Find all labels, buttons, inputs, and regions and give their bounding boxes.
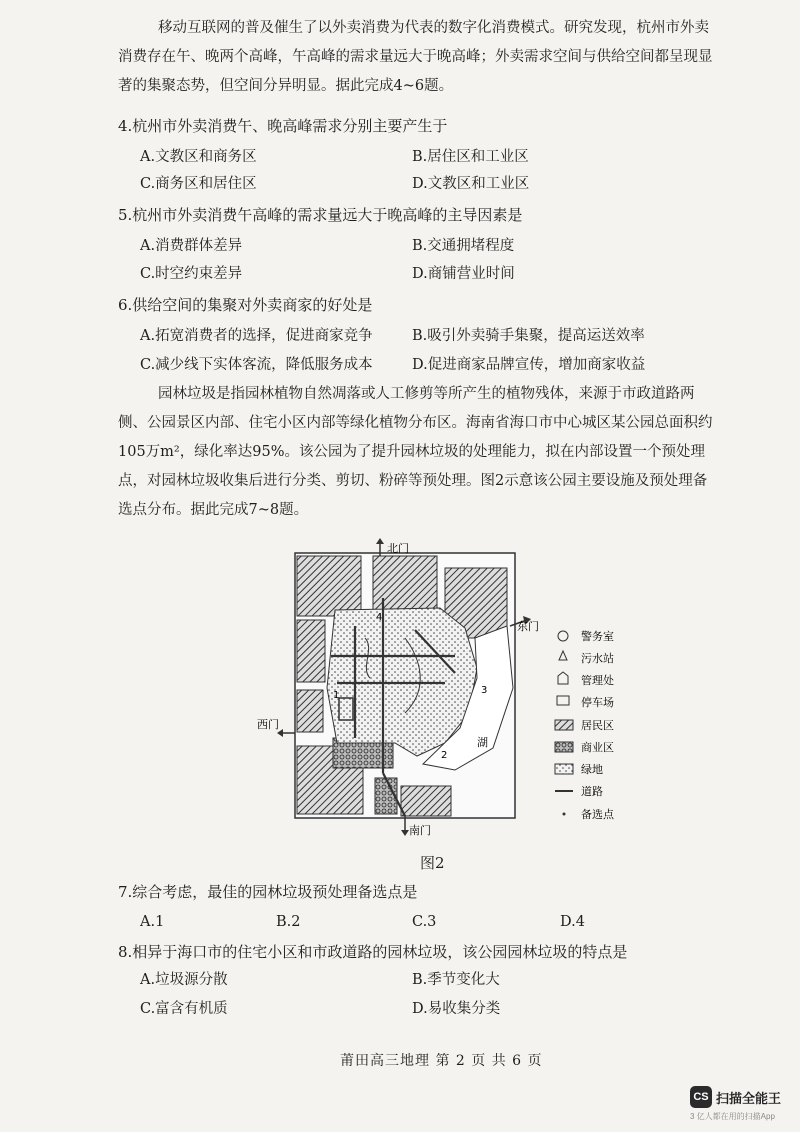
q5-option-a: A.消费群体差异 — [140, 238, 243, 254]
legend-label: 绿地 — [581, 763, 603, 776]
lake-label: 湖 — [477, 736, 488, 749]
passage-intro-2: 园林垃圾是指园林植物自然凋落或人工修剪等所产生的植物残体，来源于市政道路两侧、公园景区内部、住宅小区内部等绿化植物分布区。海南省海口市中心城区某公园总面积约105万m²，绿化率达95%。该公园为了提升园林垃圾的处理能力，拟在内部设置一个预处理点，对园林垃圾收集后进行分类、剪切、粉碎等预处理。图2示意该公园主要设施及预处理备选点分布。据此完成7~8题。 — [118, 386, 713, 518]
q7-option-d: D.4 — [560, 914, 585, 930]
q4-option-c: C.商务区和居住区 — [140, 176, 257, 192]
question-7: 7.综合考虑，最佳的园林垃圾预处理备选点是 — [118, 883, 418, 901]
question-8: 8.相异于海口市的住宅小区和市政道路的园林垃圾，该公园园林垃圾的特点是 — [118, 943, 628, 961]
q8-option-b: B.季节变化大 — [412, 972, 500, 988]
candidate-point-4: 4 — [376, 612, 383, 623]
passage-intro-1: 移动互联网的普及催生了以外卖消费为代表的数字化消费模式。研究发现，杭州市外卖消费存在午、晚两个高峰，午高峰的需求量远大于晚高峰；外卖需求空间与供给空间都呈现显著的集聚态势，但空间分异明显。据此完成4~6题。 — [118, 20, 713, 94]
legend-label: 居民区 — [581, 719, 614, 732]
legend-label: 管理处 — [581, 674, 614, 687]
scanner-watermark — [690, 1086, 795, 1122]
park-map — [255, 538, 655, 838]
q5-option-d: D.商铺营业时间 — [412, 266, 515, 282]
parking-icon — [557, 696, 569, 705]
candidate-swatch — [563, 813, 566, 816]
q7-option-b: B.2 — [276, 914, 301, 930]
q6-option-d: D.促进商家品牌宣传，增加商家收益 — [412, 357, 646, 373]
commercial-swatch — [555, 742, 573, 752]
residential-block — [401, 786, 451, 816]
q6-option-a: A.拓宽消费者的选择，促进商家竞争 — [140, 328, 373, 344]
scanner-logo: CS — [690, 1086, 712, 1108]
q7-option-c: C.3 — [412, 914, 437, 930]
sewage-icon — [559, 651, 567, 660]
q4-option-b: B.居住区和工业区 — [412, 149, 529, 165]
legend-label: 备选点 — [581, 808, 614, 821]
south-gate-label: 南门 — [409, 824, 431, 837]
management-icon — [558, 672, 568, 684]
legend-label: 停车场 — [581, 696, 614, 709]
residential-swatch — [555, 720, 573, 730]
q8-option-a: A.垃圾源分散 — [140, 972, 228, 988]
q7-option-a: A.1 — [140, 914, 165, 930]
page-footer: 莆田高三地理 第 2 页 共 6 页 — [340, 1053, 543, 1069]
west-gate-label: 西门 — [257, 718, 279, 731]
east-gate-label: 东门 — [517, 620, 539, 633]
candidate-point-2: 2 — [441, 750, 448, 761]
q5-option-c: C.时空约束差异 — [140, 266, 243, 282]
q6-option-b: B.吸引外卖骑手集聚，提高运送效率 — [412, 328, 645, 344]
legend-label: 商业区 — [581, 741, 614, 754]
candidate-point-1: 1 — [333, 690, 340, 701]
q5-option-b: B.交通拥堵程度 — [412, 238, 515, 254]
q8-option-d: D.易收集分类 — [412, 1001, 501, 1017]
legend-label: 警务室 — [581, 630, 614, 643]
q8-option-c: C.富含有机质 — [140, 1001, 228, 1017]
residential-block — [297, 620, 325, 682]
q6-option-c: C.减少线下实体客流，降低服务成本 — [140, 357, 373, 373]
police-icon — [558, 631, 568, 641]
residential-block — [297, 690, 323, 732]
question-4: 4.杭州市外卖消费午、晚高峰需求分别主要产生于 — [118, 117, 448, 135]
north-gate-label: 北门 — [387, 542, 409, 555]
legend-label: 道路 — [581, 785, 603, 798]
map-legend — [555, 629, 615, 821]
green-swatch — [555, 764, 573, 774]
q4-option-a: A.文教区和商务区 — [140, 149, 257, 165]
legend-label: 污水站 — [581, 652, 614, 665]
residential-block — [297, 556, 361, 616]
figure-caption: 图2 — [420, 854, 445, 872]
question-6: 6.供给空间的集聚对外卖商家的好处是 — [118, 296, 373, 314]
candidate-point-3: 3 — [481, 685, 488, 696]
park-map-figure — [255, 538, 655, 838]
question-5: 5.杭州市外卖消费午高峰的需求量远大于晚高峰的主导因素是 — [118, 206, 523, 224]
q4-option-d: D.文教区和工业区 — [412, 176, 530, 192]
scanner-tagline: 3 亿人都在用的扫描App — [690, 1112, 775, 1121]
scanner-name: 扫描全能王 — [716, 1091, 782, 1106]
